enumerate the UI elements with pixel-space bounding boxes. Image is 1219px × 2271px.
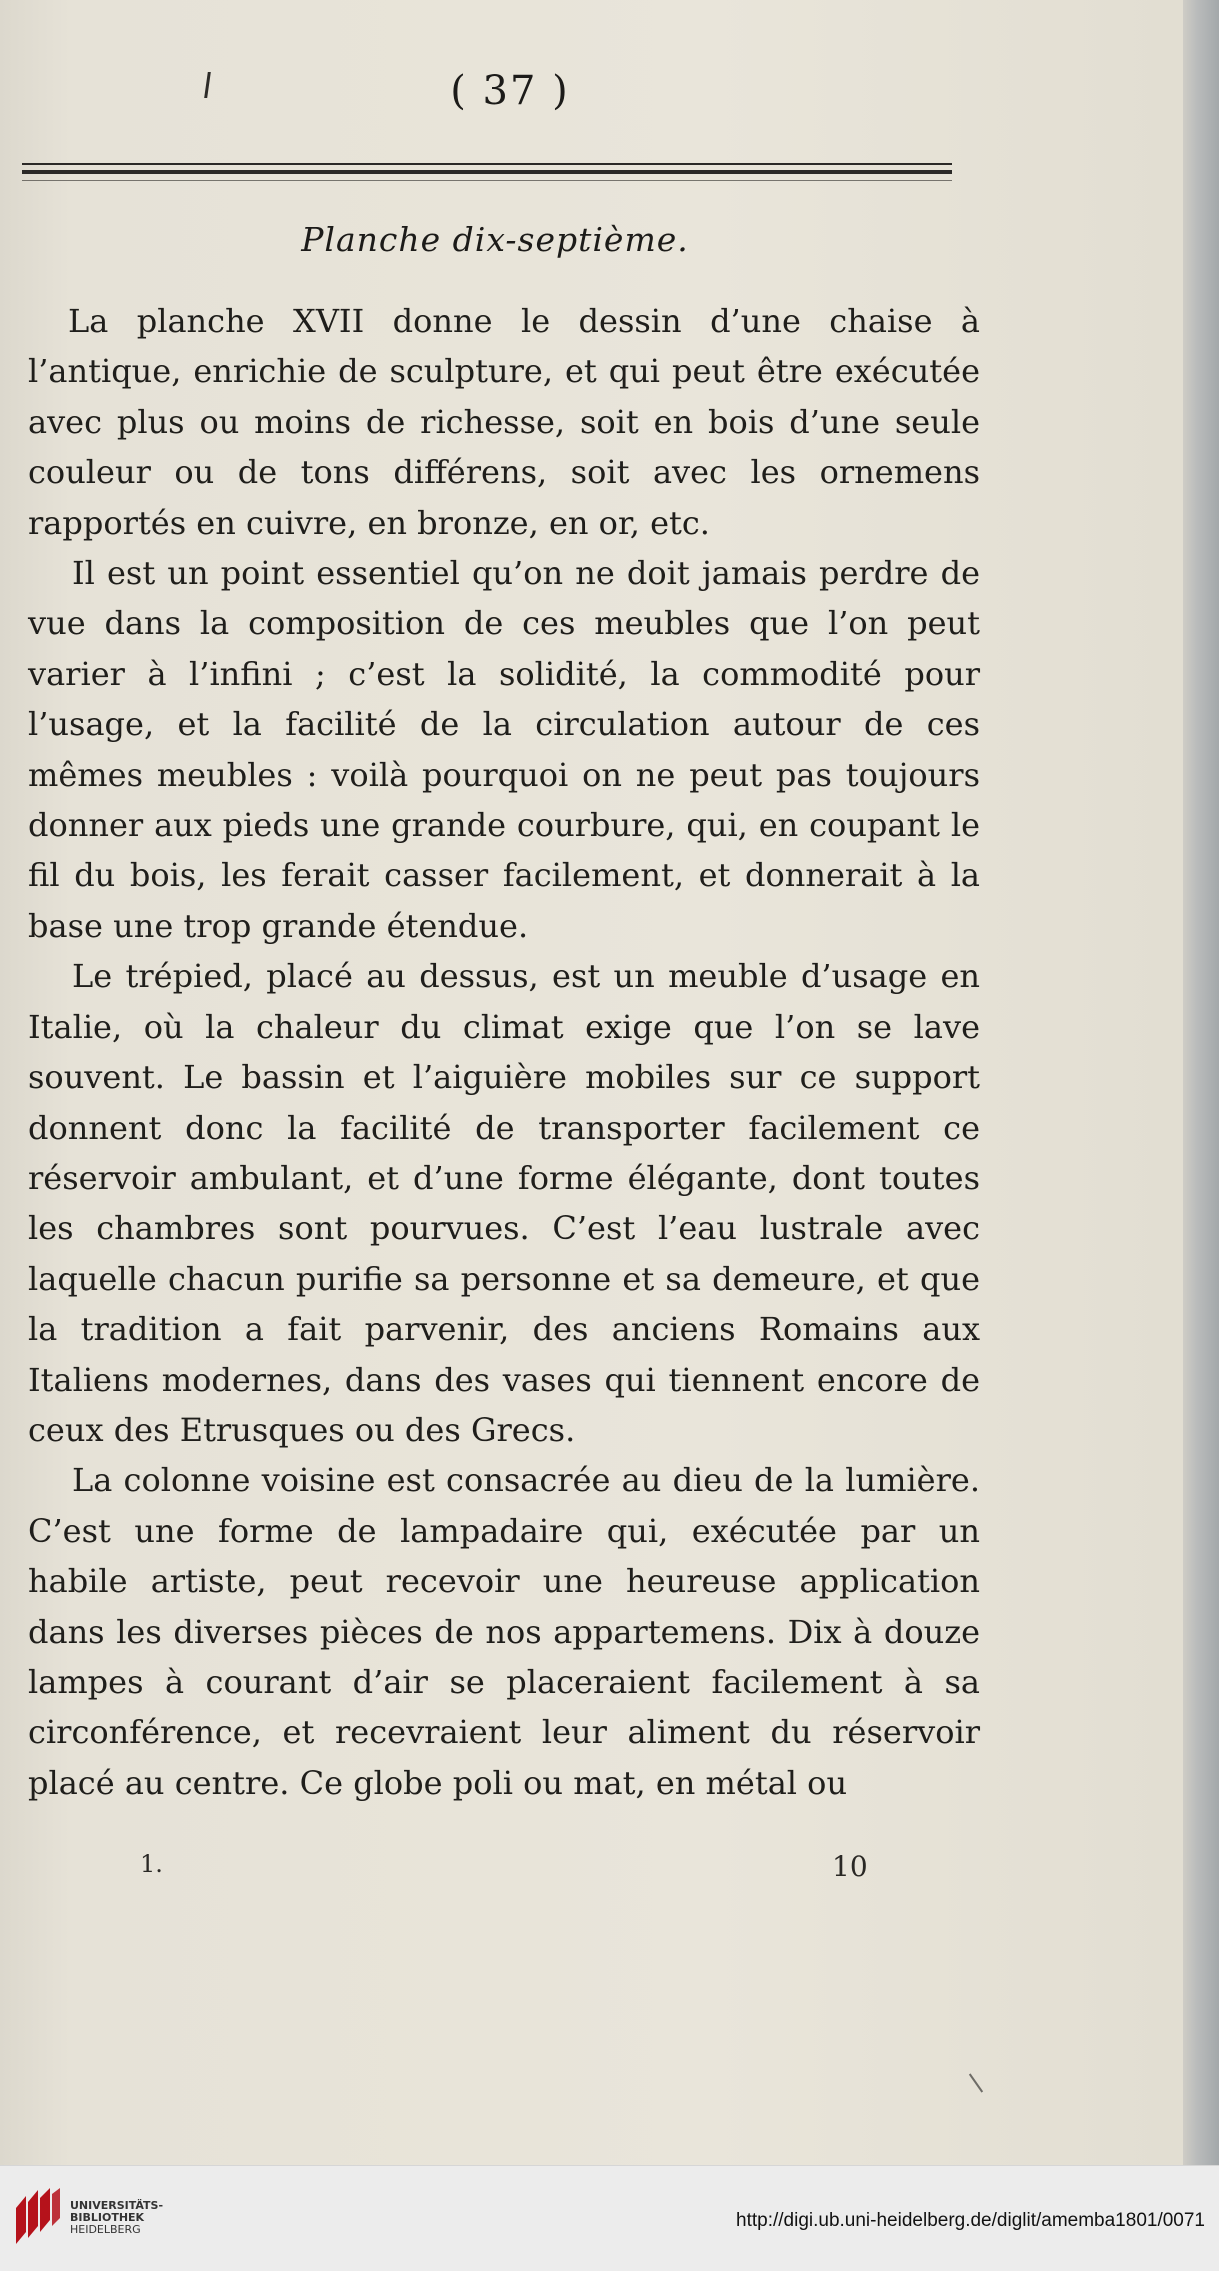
paragraph: La colonne voisine est consacrée au dieu de la lumière. C’est une forme de lampadaire qui, exécutée par un habile artiste, peut recevoir une heureuse application dans les diverses pièces de nos appartemens. Dix à douze lampes à courant d’air se placeraient facilement à sa circonférence, et recevraient leur aliment du réservoir placé au centre. Ce globe poli ou mat, en métal ou — [28, 1461, 980, 1802]
body-text — [28, 296, 980, 1808]
page-header — [30, 60, 960, 120]
library-logo-icon — [12, 2186, 64, 2248]
page-number: ( 37 ) — [450, 68, 570, 114]
catchword: 10 — [832, 1850, 868, 1883]
library-footer-bar — [0, 2165, 1219, 2271]
paragraph: Il est un point essentiel qu’on ne doit jamais perdre de vue dans la composition de ces meubles que l’on peut varier à l’infini ; c’est la solidité, la commodité pour l’usage, et la facilité de la circulation autour de ces mêmes meubles : voilà pourquoi on ne peut pas toujours donner aux pieds une grande courbure, qui, en coupant le fil du bois, les ferait casser facilement, et donnerait à la base une trop grande étendue. — [28, 554, 980, 945]
signature-mark: 1. — [140, 1850, 163, 1878]
header-rule-thick — [22, 170, 952, 174]
library-name-line: BIBLIOTHEK — [70, 2211, 145, 2224]
header-rule — [22, 163, 952, 165]
permalink-url[interactable]: http://digi.ub.uni-heidelberg.de/diglit/amemba1801/0071 — [736, 2210, 1205, 2231]
page-edge — [1183, 0, 1219, 2165]
paragraph: Le trépied, placé au dessus, est un meuble d’usage en Italie, où la chaleur du climat exige que l’on se lave souvent. Le bassin et l’aiguière mobiles sur ce support donnent donc la facilité de transporter facilement ce réservoir ambulant, et d’une forme élégante, dont toutes les chambres sont pourvues. C’est l’eau lustrale avec laquelle chacun purifie sa personne et sa demeure, et que la tradition a fait parvenir, des anciens Romains aux Italiens modernes, dans des vases qui tiennent encore de ceux des Etrusques ou des Grecs. — [28, 957, 980, 1449]
paragraph: La planche XVII donne le dessin d’une chaise à l’antique, enrichie de sculpture, et qui peut être exécutée avec plus ou moins de richesse, soit en bois d’une seule couleur ou de tons différens, soit avec les ornemens rapportés en cuivre, en bronze, en or, etc. — [28, 302, 980, 542]
section-title: Planche dix-septième. — [301, 220, 689, 259]
paper-blemish — [969, 2073, 983, 2092]
page-footer — [0, 1850, 990, 1890]
library-name-line: HEIDELBERG — [70, 2223, 141, 2236]
margin-mark — [204, 72, 211, 98]
header-rule-thin — [22, 180, 952, 181]
library-name — [70, 2200, 163, 2236]
library-name-line: UNIVERSITÄTS- — [70, 2199, 164, 2212]
